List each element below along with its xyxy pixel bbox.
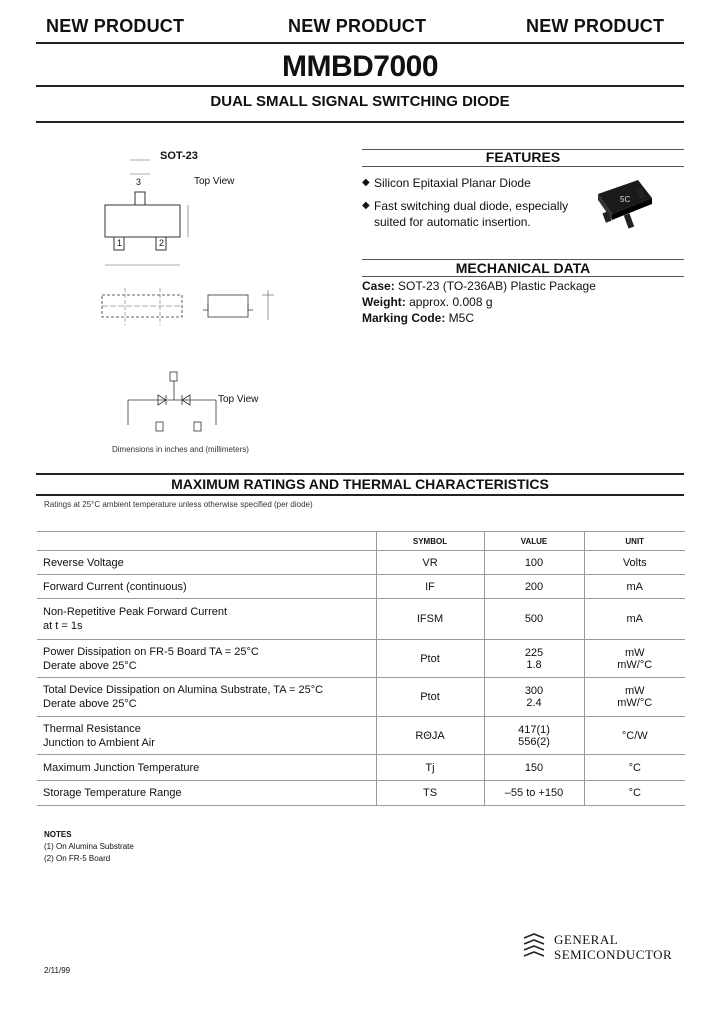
table-row bbox=[37, 599, 685, 640]
param-cell: Storage Temperature Range bbox=[37, 781, 376, 806]
col-symbol: SYMBOL bbox=[376, 532, 484, 551]
top-view-label-1: Top View bbox=[194, 176, 235, 187]
mech-marking: Marking Code: M5C bbox=[362, 311, 475, 325]
value-cell: 200 bbox=[484, 575, 584, 599]
ratings-rule-bottom bbox=[36, 494, 684, 496]
dimensions-note: Dimensions in inches and (millimeters) bbox=[112, 445, 249, 454]
pin2-label: 2 bbox=[159, 238, 165, 248]
value-cell: 300 2.4 bbox=[484, 678, 584, 717]
symbol-cell: Ptot bbox=[376, 640, 484, 678]
diode-schematic bbox=[120, 370, 230, 434]
symbol-cell: IFSM bbox=[376, 599, 484, 640]
value-cell: 500 bbox=[484, 599, 584, 640]
date-code: 2/11/99 bbox=[44, 966, 71, 975]
col-value: VALUE bbox=[484, 532, 584, 551]
top-view-label-2: Top View bbox=[218, 394, 259, 405]
notes-heading: NOTES bbox=[44, 830, 72, 839]
chip-marking: 5C bbox=[620, 195, 631, 204]
unit-cell: Volts bbox=[584, 551, 685, 575]
param-cell: Maximum Junction Temperature bbox=[37, 755, 376, 781]
ratings-heading: MAXIMUM RATINGS AND THERMAL CHARACTERISTICS bbox=[171, 476, 549, 492]
banner-center: NEW PRODUCT bbox=[288, 16, 427, 36]
param-cell: Forward Current (continuous) bbox=[37, 575, 376, 599]
symbol-cell: Ptot bbox=[376, 678, 484, 717]
feature-item-2-cont: suited for automatic insertion. bbox=[374, 215, 531, 229]
logo-line-1: GENERAL bbox=[554, 932, 619, 947]
ratings-note: Ratings at 25°C ambient temperature unless otherwise specified (per diode) bbox=[44, 500, 313, 509]
banner-left: NEW PRODUCT bbox=[46, 16, 185, 36]
value-cell: 417(1) 556(2) bbox=[484, 717, 584, 755]
table-row bbox=[37, 640, 685, 678]
param-cell: Total Device Dissipation on Alumina Substrate, TA = 25°C Derate above 25°C bbox=[37, 678, 376, 717]
subtitle: DUAL SMALL SIGNAL SWITCHING DIODE bbox=[210, 93, 510, 110]
bullet-diamond-icon: ◆ bbox=[362, 200, 370, 211]
value-cell: 225 1.8 bbox=[484, 640, 584, 678]
table-header-row bbox=[37, 532, 685, 551]
feature-item-1: ◆ Silicon Epitaxial Planar Diode bbox=[362, 176, 531, 190]
package-name: SOT-23 bbox=[160, 150, 198, 162]
mech-case: Case: SOT-23 (TO-236AB) Plastic Package bbox=[362, 279, 596, 293]
symbol-cell: VR bbox=[376, 551, 484, 575]
unit-cell: mA bbox=[584, 599, 685, 640]
features-rule-bottom bbox=[362, 166, 684, 167]
param-cell: Thermal Resistance Junction to Ambient Air bbox=[37, 717, 376, 755]
table-row bbox=[37, 717, 685, 755]
mech-heading: MECHANICAL DATA bbox=[455, 260, 591, 276]
part-number: MMBD7000 bbox=[281, 50, 439, 83]
package-body bbox=[105, 205, 180, 237]
title-rule bbox=[36, 85, 684, 87]
symbol-cell: IF bbox=[376, 575, 484, 599]
unit-cell: °C bbox=[584, 755, 685, 781]
symbol-cell: RΘJA bbox=[376, 717, 484, 755]
table-row bbox=[37, 551, 685, 575]
symbol-cell: Tj bbox=[376, 755, 484, 781]
symbol-cell: TS bbox=[376, 781, 484, 806]
value-cell: –55 to +150 bbox=[484, 781, 584, 806]
col-unit: UNIT bbox=[584, 532, 685, 551]
table-row bbox=[37, 781, 685, 806]
note-2: (2) On FR-5 Board bbox=[44, 854, 111, 863]
table-row bbox=[37, 678, 685, 717]
package-outline-drawing bbox=[90, 150, 310, 340]
param-cell: Non-Repetitive Peak Forward Current at t = 1s bbox=[37, 599, 376, 640]
unit-cell: mW mW/°C bbox=[584, 640, 685, 678]
bullet-diamond-icon: ◆ bbox=[362, 177, 370, 188]
mech-weight: Weight: approx. 0.008 g bbox=[362, 295, 493, 309]
features-heading: FEATURES bbox=[485, 149, 561, 165]
mech-rule-bottom bbox=[362, 276, 684, 277]
param-cell: Reverse Voltage bbox=[37, 551, 376, 575]
param-cell: Power Dissipation on FR-5 Board TA = 25°C Derate above 25°C bbox=[37, 640, 376, 678]
pin3-lead bbox=[135, 192, 145, 205]
logo-line-2: SEMICONDUCTOR bbox=[554, 947, 673, 962]
unit-cell: °C bbox=[584, 781, 685, 806]
notes-block bbox=[44, 829, 134, 865]
gs-logo-icon bbox=[520, 930, 550, 962]
banner-right: NEW PRODUCT bbox=[526, 16, 665, 36]
table-row bbox=[37, 755, 685, 781]
banner-rule bbox=[36, 42, 684, 44]
pin3-label: 3 bbox=[136, 177, 142, 187]
value-cell: 150 bbox=[484, 755, 584, 781]
sot23-package-image bbox=[590, 176, 660, 234]
table-row bbox=[37, 575, 685, 599]
note-1: (1) On Alumina Substrate bbox=[44, 842, 134, 851]
feature-item-2: ◆ Fast switching dual diode, especially bbox=[362, 199, 569, 213]
ratings-table bbox=[37, 531, 685, 806]
unit-cell: °C/W bbox=[584, 717, 685, 755]
value-cell: 100 bbox=[484, 551, 584, 575]
ratings-rule-top bbox=[36, 473, 684, 475]
subtitle-rule bbox=[36, 121, 684, 123]
pin1-label: 1 bbox=[117, 238, 123, 248]
unit-cell: mW mW/°C bbox=[584, 678, 685, 717]
unit-cell: mA bbox=[584, 575, 685, 599]
